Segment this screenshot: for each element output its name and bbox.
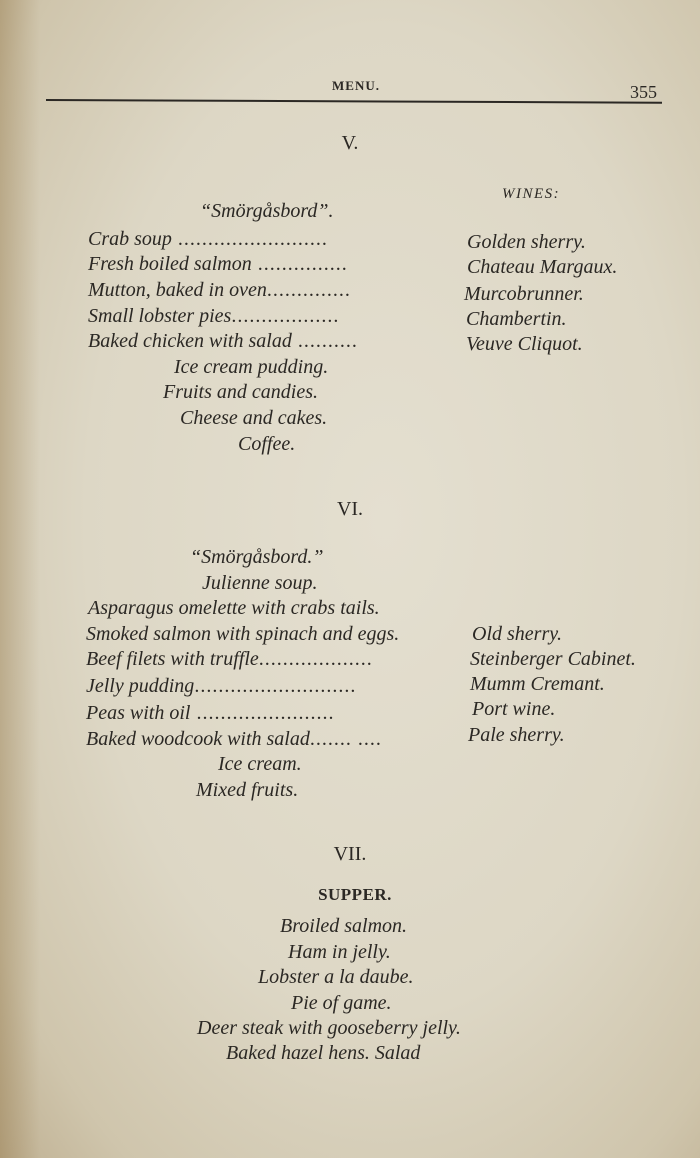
menu-item: Peas with oil .......................: [86, 702, 335, 724]
menu-item: Pie of game.: [291, 992, 392, 1014]
menu-item: Baked chicken with salad ..........: [88, 330, 358, 352]
menu-item: Baked hazel hens. Salad: [226, 1042, 421, 1064]
menu-item: Crab soup .........................: [88, 228, 328, 250]
wine-item: Veuve Cliquot.: [466, 333, 583, 355]
wine-item: Steinberger Cabinet.: [470, 648, 636, 670]
section-vi-title: “Smörgåsbord.”: [190, 546, 324, 568]
wine-item: Chambertin.: [466, 308, 567, 330]
page-number: 355: [630, 82, 657, 102]
menu-item: Fruits and candies.: [163, 381, 318, 403]
menu-item: Mutton, baked in oven..............: [88, 279, 351, 301]
wine-item: Golden sherry.: [467, 231, 586, 253]
menu-item: Ham in jelly.: [288, 941, 391, 963]
menu-item: Coffee.: [238, 433, 296, 455]
page-edge-shadow: [0, 0, 40, 1158]
menu-item: Jelly pudding...........................: [86, 675, 357, 697]
section-v-title: “Smörgåsbord”.: [200, 200, 334, 222]
menu-item: Julienne soup.: [202, 572, 318, 594]
section-v-numeral: V.: [341, 132, 359, 154]
wines-heading: WINES:: [502, 186, 561, 202]
menu-item: Cheese and cakes.: [180, 407, 328, 429]
wine-item: Chateau Margaux.: [467, 256, 618, 278]
supper-heading: SUPPER.: [318, 885, 392, 904]
menu-item: Smoked salmon with spinach and eggs.: [86, 623, 400, 645]
menu-item: Fresh boiled salmon ...............: [88, 253, 348, 275]
menu-item: Small lobster pies..................: [88, 305, 340, 327]
menu-item: Deer steak with gooseberry jelly.: [197, 1017, 461, 1039]
header-rule: [46, 99, 662, 104]
wine-item: Murcobrunner.: [464, 283, 584, 305]
menu-item: Asparagus omelette with crabs tails.: [88, 597, 380, 619]
menu-item: Mixed fruits.: [196, 779, 299, 801]
running-head: MENU.: [332, 78, 380, 93]
wine-item: Pale sherry.: [468, 724, 565, 746]
wine-item: Port wine.: [472, 698, 556, 720]
menu-item: Ice cream pudding.: [174, 356, 329, 378]
menu-item: Broiled salmon.: [280, 915, 408, 937]
menu-item: Ice cream.: [218, 753, 302, 775]
menu-item: Beef filets with truffle...................: [86, 648, 373, 670]
wine-item: Old sherry.: [472, 623, 562, 645]
section-vii-numeral: VII.: [333, 843, 367, 865]
wine-item: Mumm Cremant.: [470, 673, 605, 695]
section-vi-numeral: VI.: [336, 498, 364, 520]
menu-item: Lobster a la daube.: [258, 966, 414, 988]
menu-item: Baked woodcook with salad....... ....: [86, 728, 382, 750]
